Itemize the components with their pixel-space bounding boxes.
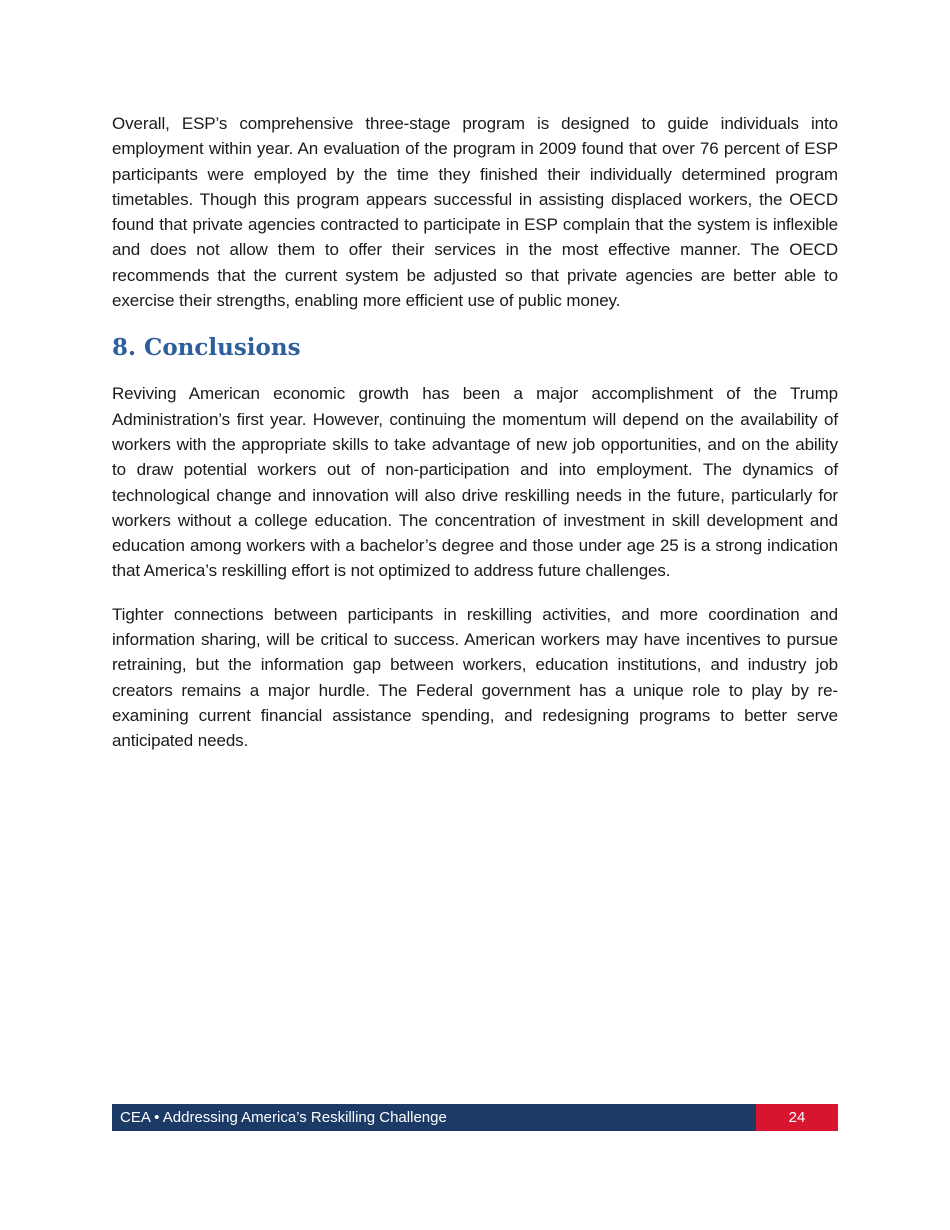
page-footer [112,1104,838,1131]
intro-paragraph: Overall, ESP’s comprehensive three-stage program is designed to guide individuals into employment within year. An evaluation of the program in 2009 found that over 76 percent of ESP participants were employed by the time they finished their individually determined program timetables. Though this program appears successful in assisting displaced workers, the OECD found that private agencies contracted to participate in ESP complain that the system is inflexible and does not allow them to offer their services in the most effective manner. The OECD recommends that the current system be adjusted so that private agencies are better able to exercise their strengths, enabling more efficient use of public money. [112,114,838,311]
footer-title: CEA • Addressing America’s Reskilling Challenge [112,1104,756,1131]
page-content [112,111,838,754]
conclusions-paragraph-1: Reviving American economic growth has been a major accomplishment of the Trump Administration’s first year. However, continuing the momentum will depend on the availability of workers with the appropriate skills to take advantage of new job opportunities, and on the ability to draw potential workers out of non-participation and into employment. The dynamics of technological change and innovation will also drive reskilling needs in the future, particularly for workers without a college education. The concentration of investment in skill development and education among workers with a bachelor’s degree and those under age 25 is a strong indication that America’s reskilling effort is not optimized to address future challenges. [112,384,838,581]
conclusions-paragraph-2: Tighter connections between participants in reskilling activities, and more coordination and information sharing, will be critical to success. American workers may have incentives to pursue retraining, but the information gap between workers, education institutions, and industry job creators remains a major hurdle. The Federal government has a unique role to play by re-examining current financial assistance spending, and redesigning programs to better serve anticipated needs. [112,604,838,751]
section-heading-conclusions: 8. Conclusions [112,334,301,362]
page-number: 24 [756,1104,838,1131]
